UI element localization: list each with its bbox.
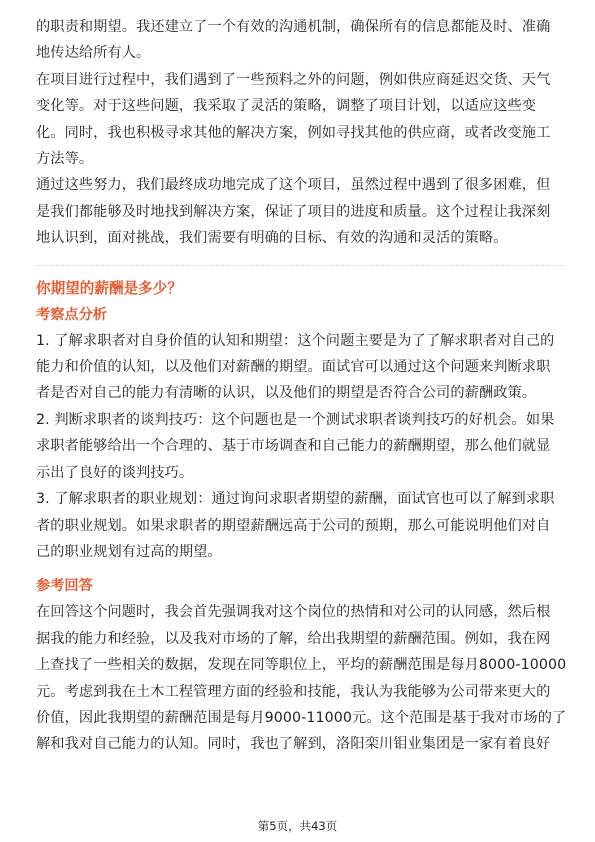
text-line: 上查找了一些相关的数据，发现在同等职位上，平均的薪酬范围是每月8000-10000	[36, 657, 567, 674]
text-line: 示出了良好的谈判技巧。	[36, 464, 194, 481]
question-heading: 你期望的薪酬是多少？	[36, 279, 182, 297]
text-line: 地认识到，面对挑战，我们需要有明确的目标、有效的沟通和灵活的策略。	[36, 230, 508, 247]
paragraph	[36, 67, 564, 173]
analysis-title: 考察点分析	[36, 306, 107, 323]
text-line: 1. 了解求职者对自身价值的认知和期望：这个问题主要是为了了解求职者对自己的	[36, 332, 555, 349]
text-line: 在项目进行过程中，我们遇到了一些预料之外的问题，例如供应商延迟交货、天气	[36, 71, 551, 88]
text-line: 通过这些努力，我们最终成功地完成了这个项目，虽然过程中遇到了很多困难，但	[36, 177, 551, 194]
text-line: 者的职业规划。如果求职者的期望薪酬远高于公司的预期，那么可能说明他们对自	[36, 517, 551, 534]
answer-title: 参考回答	[36, 578, 93, 595]
analysis-item	[36, 486, 564, 565]
text-line: 在回答这个问题时，我会首先强调我对这个岗位的热情和对公司的认同感，然后根	[36, 604, 551, 621]
text-line: 者是否对自己的能力有清晰的认识，以及他们的期望是否符合公司的薪酬政策。	[36, 385, 537, 402]
paragraph	[36, 14, 564, 67]
text-line: 的职责和期望。我还建立了一个有效的沟通机制，确保所有的信息都能及时、准确	[36, 19, 551, 35]
spacer	[36, 565, 564, 573]
text-line: 地传达给所有人。	[36, 45, 151, 62]
analysis-item	[36, 328, 564, 407]
text-line: 己的职业规划有过高的期望。	[36, 543, 222, 560]
page-footer: 第5页，共43页	[257, 819, 338, 833]
text-line: 解和我对自己能力的认知。同时，我也了解到，洛阳栾川钼业集团是一家有着良好	[36, 736, 551, 753]
text-line: 方法等。	[36, 151, 94, 168]
section-divider	[36, 265, 564, 266]
paragraph	[36, 172, 564, 251]
text-line: 元。考虑到我在土木工程管理方面的经验和技能，我认为我能够为公司带来更大的	[36, 683, 551, 700]
page-content	[36, 14, 567, 758]
text-line: 2. 判断求职者的谈判技巧：这个问题也是一个测试求职者谈判技巧的好机会。如果	[36, 411, 555, 428]
text-line: 是我们都能够及时地找到解决方案，保证了项目的进度和质量。这个过程让我深刻	[36, 203, 551, 220]
text-line: 求职者能够给出一个合理的、基于市场调查和自己能力的薪酬期望，那么他们就显	[36, 438, 551, 455]
text-line: 据我的能力和经验，以及我对市场的了解，给出我期望的薪酬范围。例如，我在网	[36, 630, 551, 647]
text-line: 3. 了解求职者的职业规划：通过询问求职者期望的薪酬，面试官也可以了解到求职	[36, 491, 555, 508]
text-line: 能力和价值的认知，以及他们对薪酬的期望。面试官可以通过这个问题来判断求职	[36, 359, 551, 376]
analysis-item	[36, 407, 564, 486]
text-line: 价值，因此我期望的薪酬范围是每月9000-11000元。这个范围是基于我对市场的了	[36, 709, 567, 726]
text-line: 化。同时，我也积极寻求其他的解决方案，例如寻找其他的供应商，或者改变施工	[36, 124, 551, 141]
text-line: 变化等。对于这些问题，我采取了灵活的策略，调整了项目计划，以适应这些变	[36, 98, 537, 115]
answer-paragraph	[36, 599, 567, 757]
